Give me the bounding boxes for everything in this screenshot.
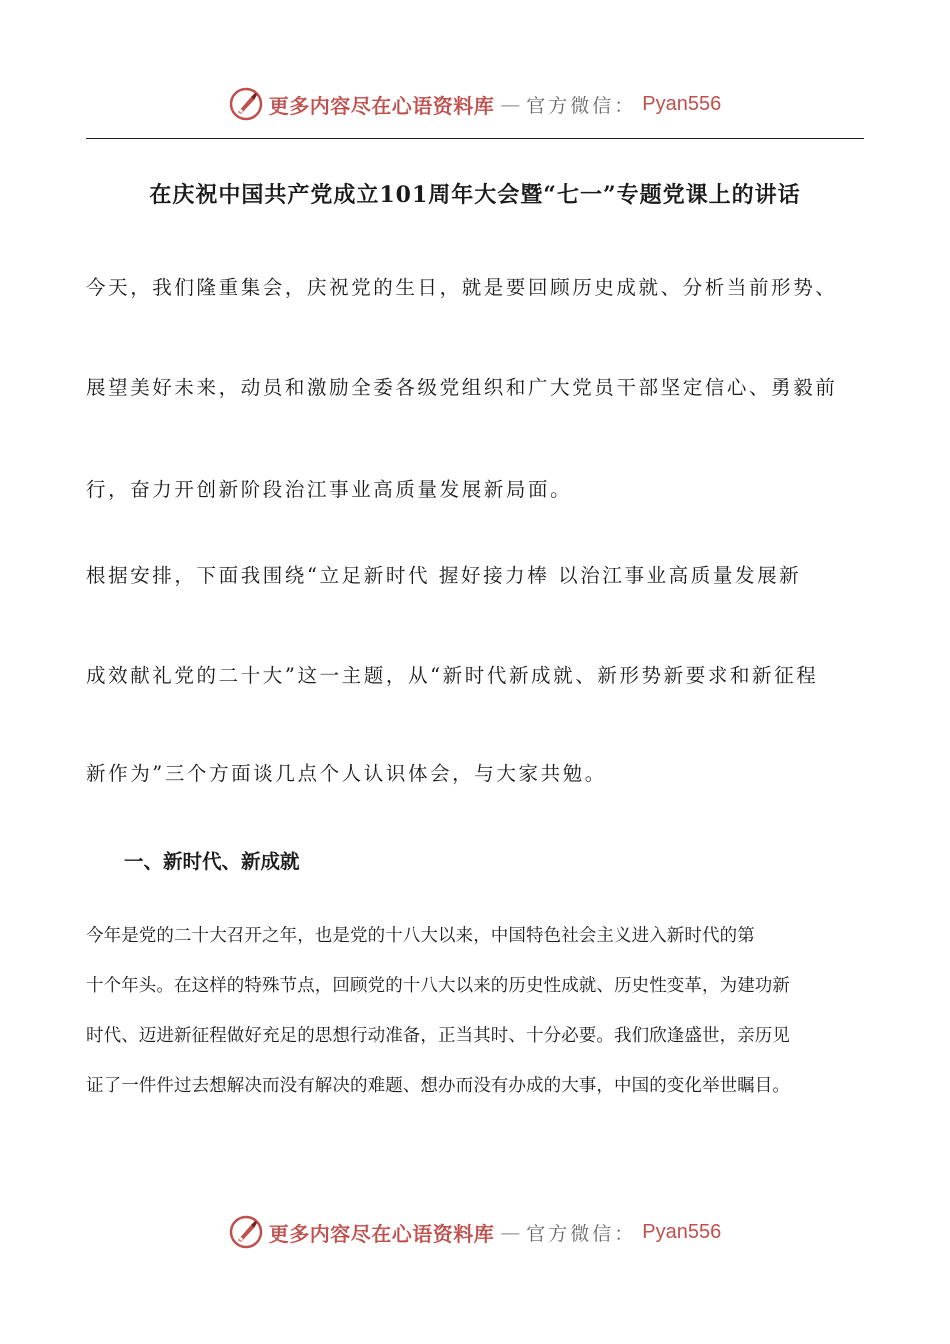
section-1-line-3: 时代、迈进新征程做好充足的思想行动准备，正当其时、十分必要。我们欣逢盛世，亲历见 [86,1026,790,1046]
watermark-banner-bottom [0,1212,950,1252]
watermark-wechat-id: Pyan556 [642,92,722,115]
watermark-wechat-id: Pyan556 [642,1220,722,1243]
pen-nib-logo-icon [229,87,263,121]
document-title: 在庆祝中国共产党成立101周年大会暨“七一”专题党课上的讲话 [149,182,801,208]
intro-p2-line-1: 根据安排，下面我围绕“立足新时代 握好接力棒 以治江事业高质量发展新 [86,564,802,587]
watermark-separator: — [500,92,521,116]
intro-p2-line-3: 新作为”三个方面谈几点个人认识体会，与大家共勉。 [86,762,607,785]
intro-p1-line-3: 行，奋力开创新阶段治江事业高质量发展新局面。 [86,478,573,501]
section-1-line-1: 今年是党的二十大召开之年，也是党的十八大以来，中国特色社会主义进入新时代的第 [86,926,755,946]
intro-p2-line-2: 成效献礼党的二十大”这一主题，从“新时代新成就、新形势新要求和新征程 [86,664,819,687]
intro-p1-line-1: 今天，我们隆重集会，庆祝党的生日，就是要回顾历史成就、分析当前形势、 [86,276,838,299]
watermark-site-text: 更多内容尽在心语资料库 [268,1221,495,1246]
watermark-wechat-label: 官方微信： [526,1222,637,1245]
section-1-line-2: 十个年头。在这样的特殊节点，回顾党的十八大以来的历史性成就、历史性变革，为建功新 [86,976,790,996]
watermark-site-text: 更多内容尽在心语资料库 [268,93,495,118]
section-1-line-4: 证了一件件过去想解决而没有解决的难题、想办而没有办成的大事，中国的变化举世瞩目。 [86,1076,790,1096]
pen-nib-logo-icon [229,1215,263,1249]
watermark-wechat-label: 官方微信： [526,94,637,117]
watermark-banner-top [0,84,950,124]
watermark-separator: — [500,1220,521,1244]
section-1-heading: 一、新时代、新成就 [124,850,300,873]
intro-p1-line-2: 展望美好未来，动员和激励全委各级党组织和广大党员干部坚定信心、勇毅前 [86,376,838,399]
header-divider [86,138,864,139]
